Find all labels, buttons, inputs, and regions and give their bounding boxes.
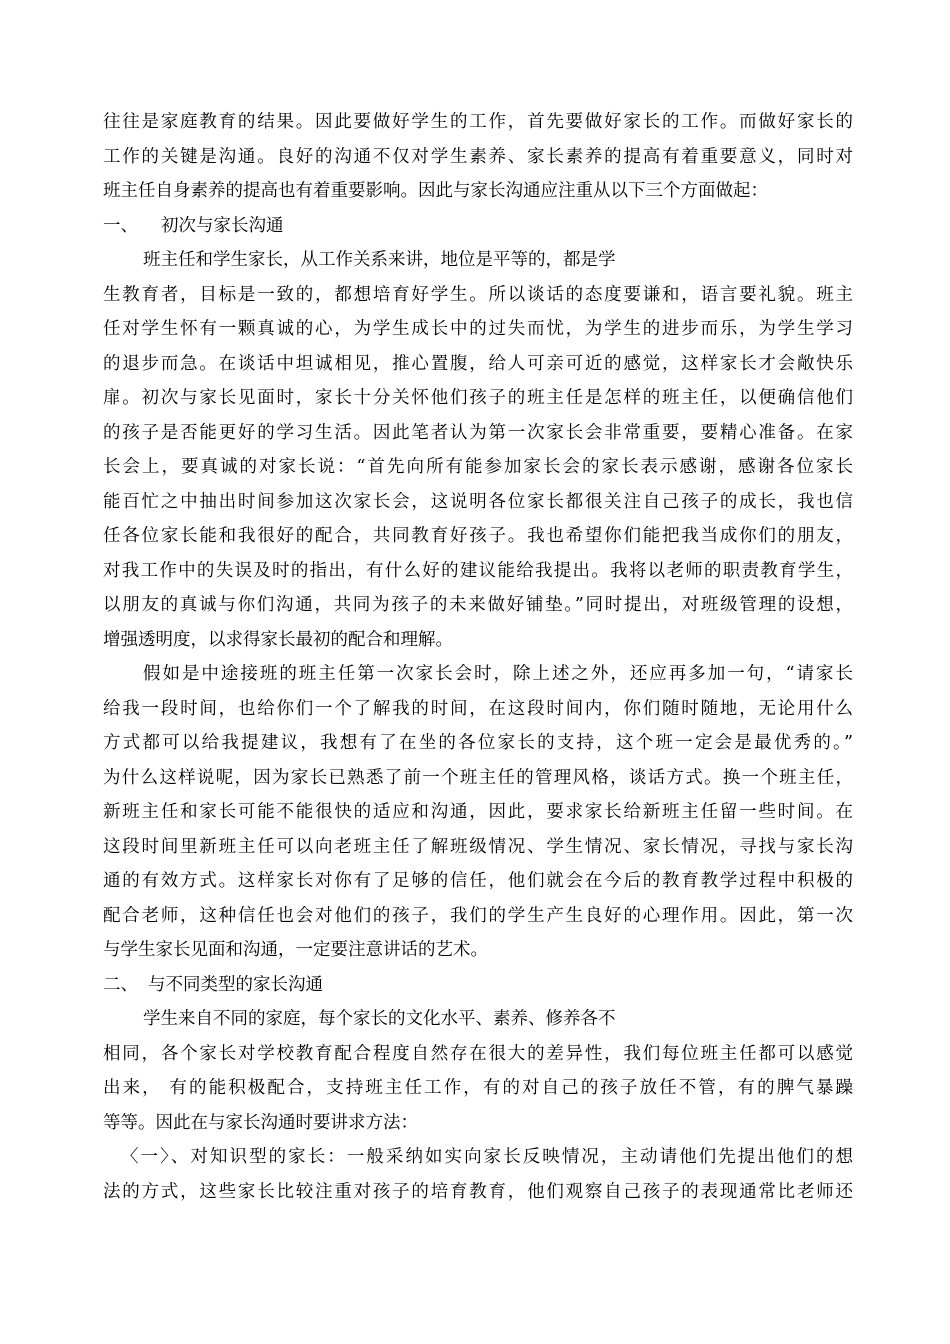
section-heading-1: [103, 209, 853, 244]
text-line: 等等。因此在与家长沟通时要讲求方法：: [103, 1112, 418, 1133]
section1-paragraph-1: [103, 243, 853, 657]
document-body: [103, 105, 853, 1209]
text-line: 为什么这样说呢，因为家长已熟悉了前一个班主任的管理风格，谈话方式。换一个班主任，: [103, 767, 853, 788]
text-line: 给我一段时间，也给你们一个了解我的时间，在这段时间内，你们随时随地，无论用什么: [103, 698, 853, 719]
text-line: 增强透明度，以求得家长最初的配合和理解。: [103, 629, 453, 650]
section-heading-2: [103, 968, 853, 1003]
text-line: 任各位家长能和我很好的配合，共同教育好孩子。我也希望你们能把我当成你们的朋友，: [103, 526, 853, 546]
text-line: 往往是家庭教育的结果。因此要做好学生的工作，首先要做好家长的工作。而做好家长的: [103, 112, 853, 132]
text-line: 这段时间里新班主任可以向老班主任了解班级情况、学生情况、家长情况，寻找与家长沟: [103, 836, 853, 857]
section-number: 二、: [103, 974, 138, 995]
text-line: 相同，各个家长对学校教育配合程度自然存在很大的差异性，我们每位班主任都可以感觉: [103, 1043, 853, 1064]
section-number: 一、: [103, 215, 138, 236]
text-line: 〈一〉、对知识型的家长：一般采纳如实向家长反映情况，主动请他们先提出他们的想: [121, 1147, 853, 1167]
section2-item-1: [103, 1140, 853, 1209]
section1-paragraph-2: [103, 657, 853, 968]
section-title: 与不同类型的家长沟通: [148, 974, 323, 995]
text-line: 长会上，要真诚的对家长说：“首先向所有能参加家长会的家长表示感谢，感谢各位家长: [103, 457, 853, 477]
text-line: 班主任和学生家长，从工作关系来讲，地位是平等的，都是学: [143, 250, 616, 270]
text-line: 以朋友的真诚与你们沟通，共同为孩子的未来做好铺垫。”同时提出，对班级管理的设想，: [103, 595, 853, 615]
text-line: 法的方式，这些家长比较注重对孩子的培育教育，他们观察自己孩子的表现通常比老师还: [103, 1181, 853, 1202]
text-line: 任对学生怀有一颗真诚的心，为学生成长中的过失而忧，为学生的进步而乐，为学生学习: [103, 319, 853, 339]
text-line: 与学生家长见面和沟通，一定要注意讲话的艺术。: [103, 940, 488, 960]
text-line: 班主任自身素养的提高也有着重要影响。因此与家长沟通应注重从以下三个方面做起：: [103, 181, 768, 201]
text-line: 学生来自不同的家庭，每个家长的文化水平、素养、修养各不: [143, 1009, 616, 1029]
text-line: 方式都可以给我提建议，我想有了在坐的各位家长的支持，这个班一定会是最优秀的。”: [103, 733, 853, 753]
section2-paragraph-1: [103, 1002, 853, 1140]
text-line: 通的有效方式。这样家长对你有了足够的信任，他们就会在今后的教育教学过程中积极的: [103, 871, 853, 891]
text-line: 对我工作中的失误及时的指出，有什么好的建议能给我提出。我将以老师的职责教育学生，: [103, 560, 853, 581]
section-title: 初次与家长沟通: [161, 215, 284, 236]
text-line: 新班主任和家长可能不能很快的适应和沟通，因此，要求家长给新班主任留一些时间。在: [103, 802, 853, 822]
text-line: 扉。初次与家长见面时，家长十分关怀他们孩子的班主任是怎样的班主任，以便确信他们: [103, 388, 853, 408]
text-line: 工作的关键是沟通。良好的沟通不仅对学生素养、家长素养的提高有着重要意义，同时对: [103, 146, 853, 167]
text-line: 的退步而急。在谈话中坦诚相见，推心置腹，给人可亲可近的感觉，这样家长才会敞快乐: [103, 353, 853, 374]
text-line: 能百忙之中抽出时间参加这次家长会，这说明各位家长都很关注自己孩子的成长，我也信: [103, 491, 853, 512]
text-line: 的孩子是否能更好的学习生活。因此笔者认为第一次家长会非常重要，要精心准备。在家: [103, 422, 853, 443]
text-line: 假如是中途接班的班主任第一次家长会时，除上述之外，还应再多加一句，“请家长: [143, 664, 853, 684]
text-line: 生教育者，目标是一致的，都想培育好学生。所以谈话的态度要谦和，语言要礼貌。班主: [103, 284, 853, 305]
text-line: 配合老师，这种信任也会对他们的孩子，我们的学生产生良好的心理作用。因此，第一次: [103, 905, 853, 926]
text-line: 出来， 有的能积极配合，支持班主任工作，有的对自己的孩子放任不管，有的脾气暴躁: [103, 1078, 853, 1098]
intro-paragraph: [103, 105, 853, 209]
